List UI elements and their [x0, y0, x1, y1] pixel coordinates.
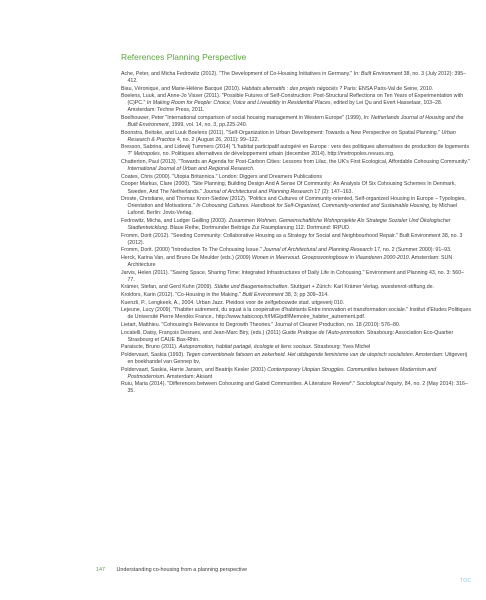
- reference-text-part: . Blaue Reihe, Dortmunder Beiträge Zur Raumplanung 112. Dortmund: IRPUD.: [167, 224, 351, 231]
- reference-text-part: . Amsterdam: Uitgeverij en boekhandel van Gennep bv,: [127, 351, 467, 365]
- reference-text-part: .: [253, 166, 255, 173]
- reference-entry: [121, 367, 471, 381]
- reference-text-part: Cooper Markus, Clare (2000). "Site Planning, Building Design And A Sense Of Community: An Analysis Of Six Cohousing Schemes In Denmark, Sweden, And The Netherlands.": [121, 181, 456, 195]
- page-number: 147: [96, 567, 105, 573]
- reference-entry: [121, 344, 471, 351]
- reference-text-part: , 84, no. 2 (May 2014): 316–35.: [127, 381, 468, 395]
- reference-text-part: Biau, Véronique, and Marie-Hélène Bacqué (2010).: [121, 85, 242, 92]
- reference-italic-part: Sociological Inquiry: [356, 381, 402, 388]
- reference-text-part: , no. Politiques alternatives de développement urbain (december 2014). http://metropoles.revues.org.: [159, 151, 395, 158]
- reference-text-part: Boelhouwer, Peter "International comparison of social housing management in Western Europe" (1999), In:: [121, 115, 371, 122]
- reference-text-part: 4, no. 2 (August 26, 2011): 99–122.: [175, 136, 260, 143]
- reference-text-part: . Strasbourg: Yves Michel: [310, 344, 371, 351]
- reference-text-part: Jarvis, Helen (2011). "Saving Space, Sharing Time: Integrated Infrastructures of Daily Life in Cohousing." Environment and Planning 43, no. 3: 560–77.: [121, 269, 465, 283]
- reference-text-part: Coates, Chris (2000). "Utopia Britannica." London: Diggers and Dreamers Publications: [121, 173, 322, 180]
- reference-entry: [121, 255, 471, 269]
- page-title: References Planning Perspective: [121, 52, 247, 62]
- reference-italic-part: Urban Research & Practice: [127, 129, 456, 143]
- reference-text-part: 38, no. 3 (July 2012): 395–412.: [127, 71, 467, 85]
- reference-entry: [121, 247, 471, 254]
- reference-entry: [121, 352, 471, 366]
- footer: [96, 567, 247, 573]
- reference-text-part: , edited by Lei Qu and Evert Hasselaar, 103–28. Amsterdam: Techne Press, 2011.: [127, 100, 443, 114]
- reference-text-part: 17, no. 2 (Summer 2000): 91–93.: [372, 247, 452, 254]
- reference-italic-part: International Journal of Urban and Regional Research: [127, 166, 253, 173]
- reference-text-part: Chatterton, Paul (2013). "Towards an Agenda for Post-Carbon Cities: Lessons from Lilac, the UK's First Ecological, Affordable Cohousing Community.": [121, 159, 470, 166]
- reference-entry: [121, 159, 471, 173]
- reference-italic-part: Journal of Architectural and Planning Research: [263, 247, 373, 254]
- reference-text-part: Paris: ENSA Paris-Val de Seine, 2010.: [342, 85, 434, 92]
- reference-text-part: Droste, Christiane, and Thomas Knorr-Siedow (2012). "Politics and Cultures of Community-oriented, Self-organized Housing in Europe – Typologies, Orientation and Motivations.": [121, 196, 466, 210]
- reference-text-part: . Amsterdam: Aksant: [163, 373, 213, 380]
- reference-italic-part: Wonen in Meervoud. Groepswoningbouw in Vlaanderen 2000-2010: [251, 254, 409, 261]
- reference-text-part: , 1999, vol. 14, no. 3, pp.225-240.: [168, 122, 248, 129]
- reference-italic-part: Contemporary Utopian Struggles. Communities between Modernism and Postmodernism: [127, 366, 437, 380]
- reference-italic-part: In Making Room for People: Choice, Voice and Liveability in Residential Places: [146, 100, 331, 107]
- reference-text-part: Fromm, Dorit. (2000) "Introduction To The Cohousing Issue.": [121, 247, 264, 254]
- reference-text-part: Fedrowitz, Micha, and Ludger Gailling (2003).: [121, 217, 229, 224]
- reference-text-part: Lietart, Matthieu. "Cohousing's Relevance to Degrowth Theories." Journal of Cleaner Production, no. 18 (2010): 576–80.: [121, 321, 401, 328]
- reference-entry: [121, 300, 471, 307]
- reference-text-part: Bresson, Sabrina, and Lidewij Tummers (2014) "L'habitat participatif autogéré en Europe : vers des politiques alternatives de production de logements ?": [121, 144, 470, 158]
- reference-italic-part: Habitats alternatifs : des projets négociés ?: [241, 85, 343, 92]
- reference-italic-part: Zusammen Wohnen. Gemeinschaftliche Wohnprojekte Als Strategie Sozialer Und Ökologischer Stadtentwicklung: [127, 217, 451, 231]
- reference-italic-part: Tegen conventionele fatsoen en zekerheid. Het uitdagende feminisme van de utopisch socialisten: [186, 351, 413, 358]
- reference-text-part: Paraiscte, Bruno (2011).: [121, 344, 179, 351]
- reference-text-part: 17 (2): 147–163.: [312, 188, 353, 195]
- reference-text-part: Boelens, Luuk, and Anne-Jo Visser (2011). "Possible Futures of Self-Construction: Post-Structural Reflections on Ten Years of Experimentation with (C)PC.": [121, 93, 464, 107]
- reference-text-part: Locatelli, Daisy, François Desrues, and Jean-Marc Biry, (eds.) (2011): [121, 329, 283, 336]
- reference-text-part: Lejeune, Lucy (2009). "l'habiter autrement, du squat à la coopérative d'habitants Entre innovation et transformation sociale." Institut d'Etudes Politiques de Université Pierre Mendès France,. http://www.habicoop.fr/IMG/pdf/Memoire_habiter_autrement.pdf.: [121, 307, 471, 321]
- reference-italic-part: Guide Pratique de l'Auto-promotion: [282, 329, 364, 336]
- reference-text-part: Krämer, Stefan, and Gerd Kuhn (2009).: [121, 284, 215, 291]
- reference-italic-part: In: Built Environment: [353, 71, 403, 77]
- reference-entry: [121, 86, 471, 93]
- reference-entry: [121, 292, 471, 299]
- reference-entry: [121, 144, 471, 158]
- reference-text-part: Fromm, Dorit (2012). "Seeding Community: Collaborative Housing as a Strategy for Social and Neighbourhood Repair." Built Environment 38, no. 3 (2012).: [121, 232, 463, 246]
- reference-entry: [121, 181, 471, 195]
- reference-italic-part: Netherlands Journal of Housing and the Built Environment: [127, 115, 464, 129]
- reference-italic-part: Journal of Architectural and Planning Research: [203, 188, 313, 195]
- reference-entry: [121, 330, 471, 344]
- toc-link[interactable]: TOC: [460, 578, 472, 584]
- reference-entry: [121, 322, 471, 329]
- reference-text-part: . Strasbourg: Association Eco-Quartier Strasbourg et CAUE Bas-Rhin.: [127, 329, 454, 343]
- reference-entry: [121, 174, 471, 181]
- reference-text-part: Ruiu, Maria (2014). "Differences between Cohousing and Gated Communities. A Literature Review*.": [121, 381, 357, 388]
- reference-text-part: . Amsterdam: SUN Architecture: [127, 254, 453, 268]
- reference-entry: [121, 71, 471, 85]
- reference-italic-part: Autopromotion, habitat partagé, écologie et liens sociaux: [178, 344, 311, 351]
- reference-italic-part: Metropoles: [133, 151, 160, 158]
- reference-entry: [121, 307, 471, 321]
- reference-list: [121, 71, 471, 396]
- reference-text-part: Ache, Peter, and Micha Fedrowitz (2012). "The Development of Co-Housing Initiatives in Germany.": [121, 71, 354, 77]
- reference-entry: [121, 115, 471, 129]
- reference-text-part: . Stuttgart + Zürich: Karl Krämer Verlag. wuestenrot-stiftung.de.: [287, 284, 435, 291]
- reference-italic-part: Städte und Baugemeinschaften: [214, 284, 288, 291]
- reference-entry: [121, 381, 471, 395]
- reference-text-part: Krokfors, Karin (2012). "Co-Housing in the Making.": [121, 291, 243, 298]
- reference-text-part: , by Michael Lafond. Berlin: Jovis-Verlag.: [127, 203, 458, 217]
- reference-text-part: Poldervaart, Saskia (1993).: [121, 351, 187, 358]
- reference-italic-part: Built Environment: [242, 291, 284, 298]
- reference-text-part: Herck, Karina Van, and Bruno De Meulder (eds.) (2009): [121, 254, 252, 261]
- reference-text-part: Boonstra, Beitske, and Luuk Boelens (2011). "Self-Organization in Urban Development: Towards a New Perspective on Spatial Planning.": [121, 129, 442, 136]
- reference-entry: [121, 233, 471, 247]
- reference-entry: [121, 270, 471, 284]
- reference-text-part: Poldervaart, Saskia, Harrie Jansen, and Beatrijs Kesler (2001): [121, 366, 268, 373]
- reference-entry: [121, 196, 471, 217]
- reference-entry: [121, 130, 471, 144]
- reference-entry: [121, 284, 471, 291]
- reference-text-part: 38, 3; pp 309–314.: [283, 291, 329, 298]
- footer-running-title: Understanding co-housing from a planning perspective: [116, 567, 248, 573]
- reference-italic-part: In Cohousing Cultures. Handbook for Self-Organized, Community-oriented and Sustainable Housing: [196, 203, 430, 210]
- reference-entry: [121, 218, 471, 232]
- reference-entry: [121, 93, 471, 114]
- reference-text-part: Kuenzli, P., Lengkeek, A., 2004. Urban Jazz. Pleidooi voor de zelfgebouwde stad. uitgeverij 010.: [121, 299, 345, 306]
